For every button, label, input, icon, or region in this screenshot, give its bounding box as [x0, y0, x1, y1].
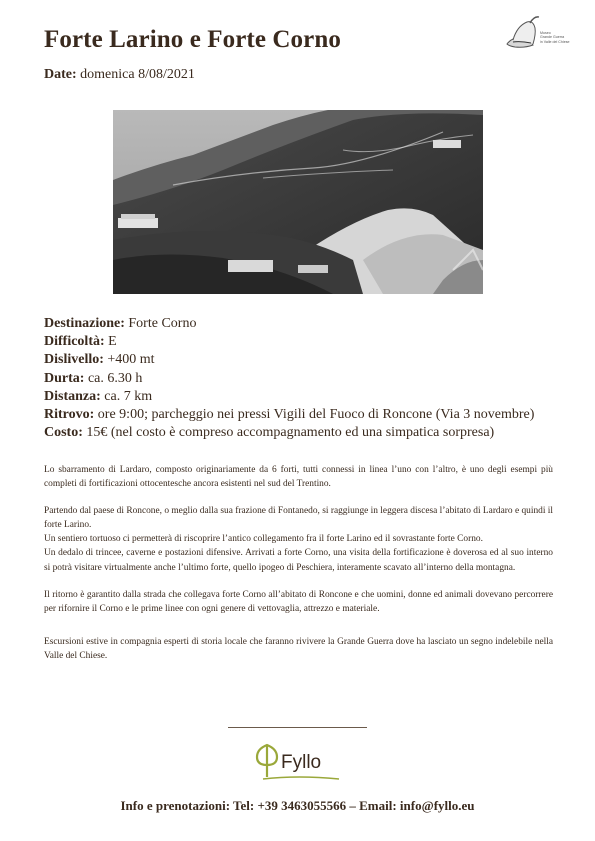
- contact-info: Info e prenotazioni: Tel: +39 3463055566 – Email: info@fyllo.eu: [120, 798, 475, 813]
- detail-value: E: [108, 334, 117, 350]
- detail-destination: [44, 315, 534, 333]
- detail-elevation: [44, 351, 534, 369]
- detail-label: Difficoltà:: [44, 334, 105, 350]
- detail-difficulty: [44, 333, 534, 351]
- detail-meeting-point: [44, 406, 534, 424]
- date-label: Date:: [44, 67, 77, 82]
- detail-cost: [44, 424, 534, 442]
- mountain-fort-photo: [113, 110, 483, 294]
- paragraph: Escursioni estive in compagnia esperti di storia locale che faranno rivivere la Grande Guerra dove ha lasciato un segno indelebile nella Valle del Chiese.: [44, 636, 553, 661]
- paragraph: Lo sbarramento di Lardaro, composto originariamente da 6 forti, tutti connessi in linea l’uno con l’altro, è uno degli esempi più completi di fortificazioni ottocentesche ancora esistenti nel sud del Trentino.: [44, 465, 553, 490]
- divider: [228, 727, 367, 728]
- detail-label: Dislivello:: [44, 352, 104, 368]
- detail-label: Durta:: [44, 370, 85, 386]
- paragraph: Partendo dal paese di Roncone, o meglio dalla sua frazione di Fontanedo, si raggiunge in leggera discesa l’abitato di Lardaro e quindi il forte Larino.: [44, 506, 553, 531]
- detail-label: Destinazione:: [44, 316, 125, 331]
- paragraph: Un dedalo di trincee, caverne e postazioni difensive. Arrivati a forte Corno, una visita della fortificazione è doverosa ed al suo interno si potrà visitare virtualmente anche l’ultimo forte, quello ipogeo di Peschiera, interamente scavato all’interno della montagna.: [44, 548, 553, 573]
- museum-logo-text: Museo Grande Guerra in Valle del Chiese: [540, 31, 570, 44]
- detail-label: Ritrovo:: [44, 407, 95, 423]
- date-value: domenica 8/08/2021: [80, 67, 195, 82]
- detail-label: Costo:: [44, 425, 83, 441]
- detail-duration: [44, 370, 534, 388]
- detail-label: Distanza:: [44, 388, 101, 404]
- paragraph: Il ritorno è garantito dalla strada che collegava forte Corno all’abitato di Roncone e che uomini, donne ed animali dovevano percorrere per rifornire il Corno e le prime linee con ogni genere di vettovaglia, attrezzo e materiale.: [44, 589, 553, 614]
- detail-value: ca. 6.30 h: [87, 370, 143, 386]
- detail-distance: [44, 388, 534, 406]
- alpine-hat-icon: [507, 17, 539, 47]
- detail-value: Forte Corno: [128, 316, 197, 331]
- leaf-underline-icon: [263, 777, 339, 779]
- leaf-icon: [257, 745, 277, 777]
- detail-value: 15€ (nel costo è compreso accompagnamento ed una simpatica sorpresa): [86, 425, 495, 441]
- paragraph: Un sentiero tortuoso ci permetterà di riscoprire l’antico collegamento fra il forte Larino ed il sovrastante forte Corno.: [44, 534, 483, 545]
- detail-value: ca. 7 km: [104, 388, 153, 404]
- detail-value: +400 mt: [107, 352, 155, 368]
- event-details: [44, 315, 534, 442]
- brand-name: Fyllo: [281, 752, 322, 773]
- description: [44, 463, 553, 663]
- detail-value: ore 9:00; parcheggio nei pressi Vigili del Fuoco di Roncone (Via 3 novembre): [97, 407, 535, 423]
- event-date: [44, 67, 195, 83]
- page-title: Forte Larino e Forte Corno: [44, 26, 341, 53]
